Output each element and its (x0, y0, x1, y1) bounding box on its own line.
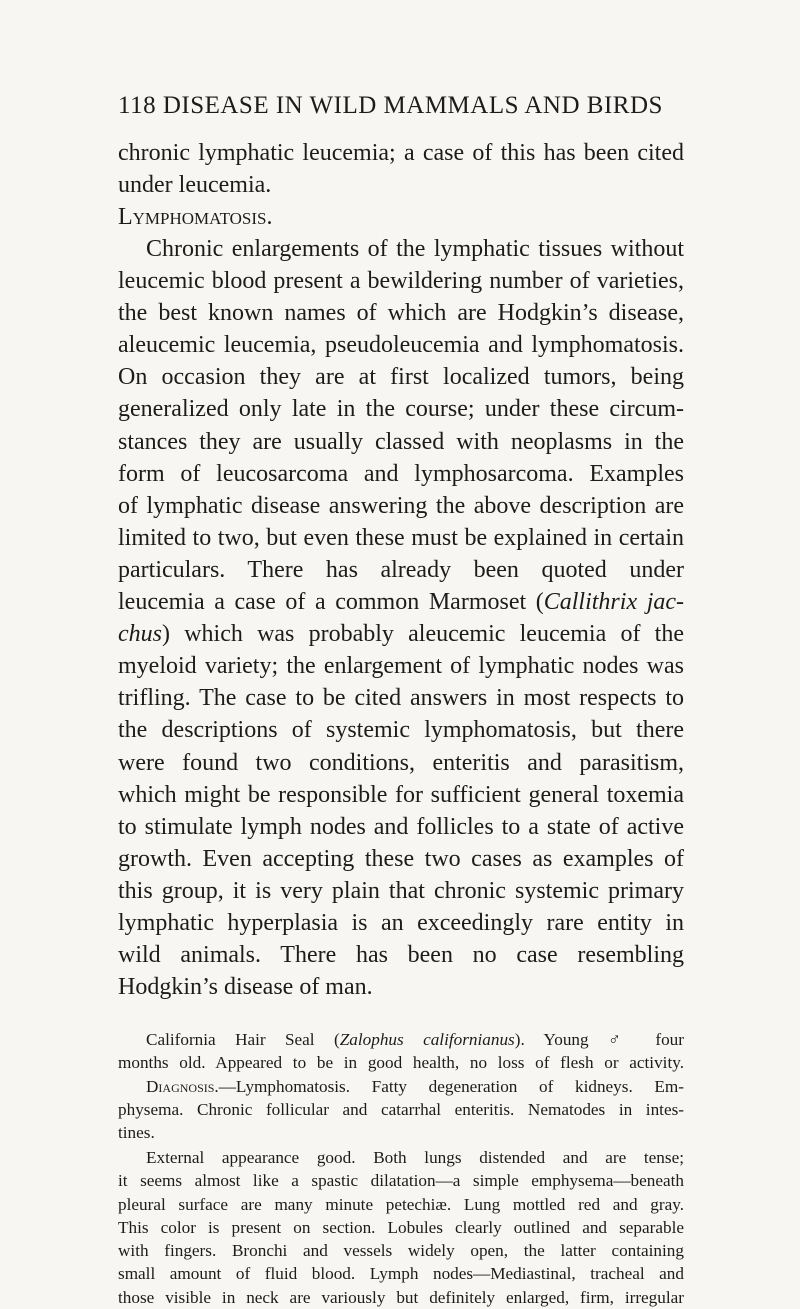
text-line: it seems almost like a spastic dilatation—a simple emphysema—beneath (118, 1171, 684, 1191)
text-line-with-species (118, 586, 684, 618)
section-heading-block (118, 201, 684, 233)
case-report (118, 1028, 684, 1144)
text-line: the best known names of which are Hodgkin’s disease, (118, 300, 684, 327)
text-line: those visible in neck are variously but definitely enlarged, firm, irregular (118, 1287, 684, 1307)
case-age: ). Young ♂ four (514, 1030, 684, 1049)
text-line: with fingers. Bronchi and vessels widely open, the latter containing (118, 1241, 684, 1261)
main-paragraph (118, 233, 684, 1003)
intro-paragraph (118, 137, 684, 201)
text-line: External appearance good. Both lungs distended and are tense; (146, 1148, 684, 1167)
text-line: lymphatic hyperplasia is an exceedingly rare entity in (118, 909, 684, 936)
text-line: small amount of fluid blood. Lymph nodes—Mediastinal, tracheal and (118, 1264, 684, 1284)
text-line: to stimulate lymph nodes and follicles to a state of active (118, 813, 684, 840)
diagnosis-label: Diagnosis. (146, 1076, 219, 1096)
text-line: generalized only late in the course; under these circum- (118, 396, 684, 423)
text-line-with-species (118, 618, 684, 650)
text-line: Hodgkin’s disease of man. (118, 974, 373, 1001)
case-animal: California Hair Seal ( (146, 1030, 340, 1049)
case-findings (118, 1146, 684, 1309)
running-header (118, 92, 663, 120)
text-line: pleural surface are many minute petechiæ. Lung mottled red and gray. (118, 1194, 684, 1214)
text-fragment: ) which was probably aleucemic leucemia of the (162, 621, 684, 648)
case-title-line (118, 1028, 684, 1051)
text-line: wild animals. There has been no case resembling (118, 942, 684, 969)
diagnosis-line (118, 1075, 684, 1098)
text-line: form of leucosarcoma and lymphosarcoma. Examples (118, 460, 684, 487)
text-line: were found two conditions, enteritis and parasitism, (118, 749, 684, 776)
text-line: stances they are usually classed with neoplasms in the (118, 428, 684, 455)
text-line: leucemic blood present a bewildering number of varieties, (118, 268, 684, 295)
text-line: This color is present on section. Lobules clearly outlined and separable (118, 1217, 684, 1237)
text-line: limited to two, but even these must be explained in certain (118, 524, 684, 551)
text-line: months old. Appeared to be in good health, no loss of flesh or activity. (118, 1053, 684, 1073)
text-fragment: leucemia a case of a common Marmoset ( (118, 589, 544, 616)
text-line: chronic lymphatic leucemia; a case of this has been cited (118, 140, 684, 166)
diagnosis-text: —Lymphomatosis. Fatty degeneration of kidneys. Em- (218, 1076, 684, 1096)
running-title: DISEASE IN WILD MAMMALS AND BIRDS (162, 92, 663, 119)
text-line: which might be responsible for sufficient general toxemia (118, 781, 684, 808)
text-line: under leucemia. (118, 172, 272, 199)
text-line: particulars. There has already been quoted under (118, 556, 684, 583)
text-line: trifling. The case to be cited answers in most respects to (118, 685, 684, 712)
text-line: tines. (118, 1123, 155, 1143)
text-line: On occasion they are at first localized tumors, being (118, 364, 684, 391)
text-line: of lymphatic disease answering the above description are (118, 492, 684, 519)
text-line: physema. Chronic follicular and catarrhal enteritis. Nematodes in intes- (118, 1099, 684, 1119)
species-name: Zalophus californianus (339, 1030, 515, 1049)
species-name: chus (118, 621, 162, 648)
text-line: growth. Even accepting these two cases as examples of (118, 845, 684, 872)
section-heading: Lymphomatosis. (118, 204, 273, 230)
text-line: myeloid variety; the enlargement of lymphatic nodes was (118, 653, 684, 680)
species-name: Callithrix jac- (543, 589, 685, 616)
text-line: aleucemic leucemia, pseudoleucemia and lymphomatosis. (118, 332, 684, 359)
text-line: the descriptions of systemic lymphomatosis, but there (118, 717, 684, 744)
text-line: Chronic enlargements of the lymphatic tissues without (146, 236, 684, 262)
text-line: this group, it is very plain that chronic systemic primary (118, 877, 684, 904)
page-number: 118 (118, 92, 157, 119)
